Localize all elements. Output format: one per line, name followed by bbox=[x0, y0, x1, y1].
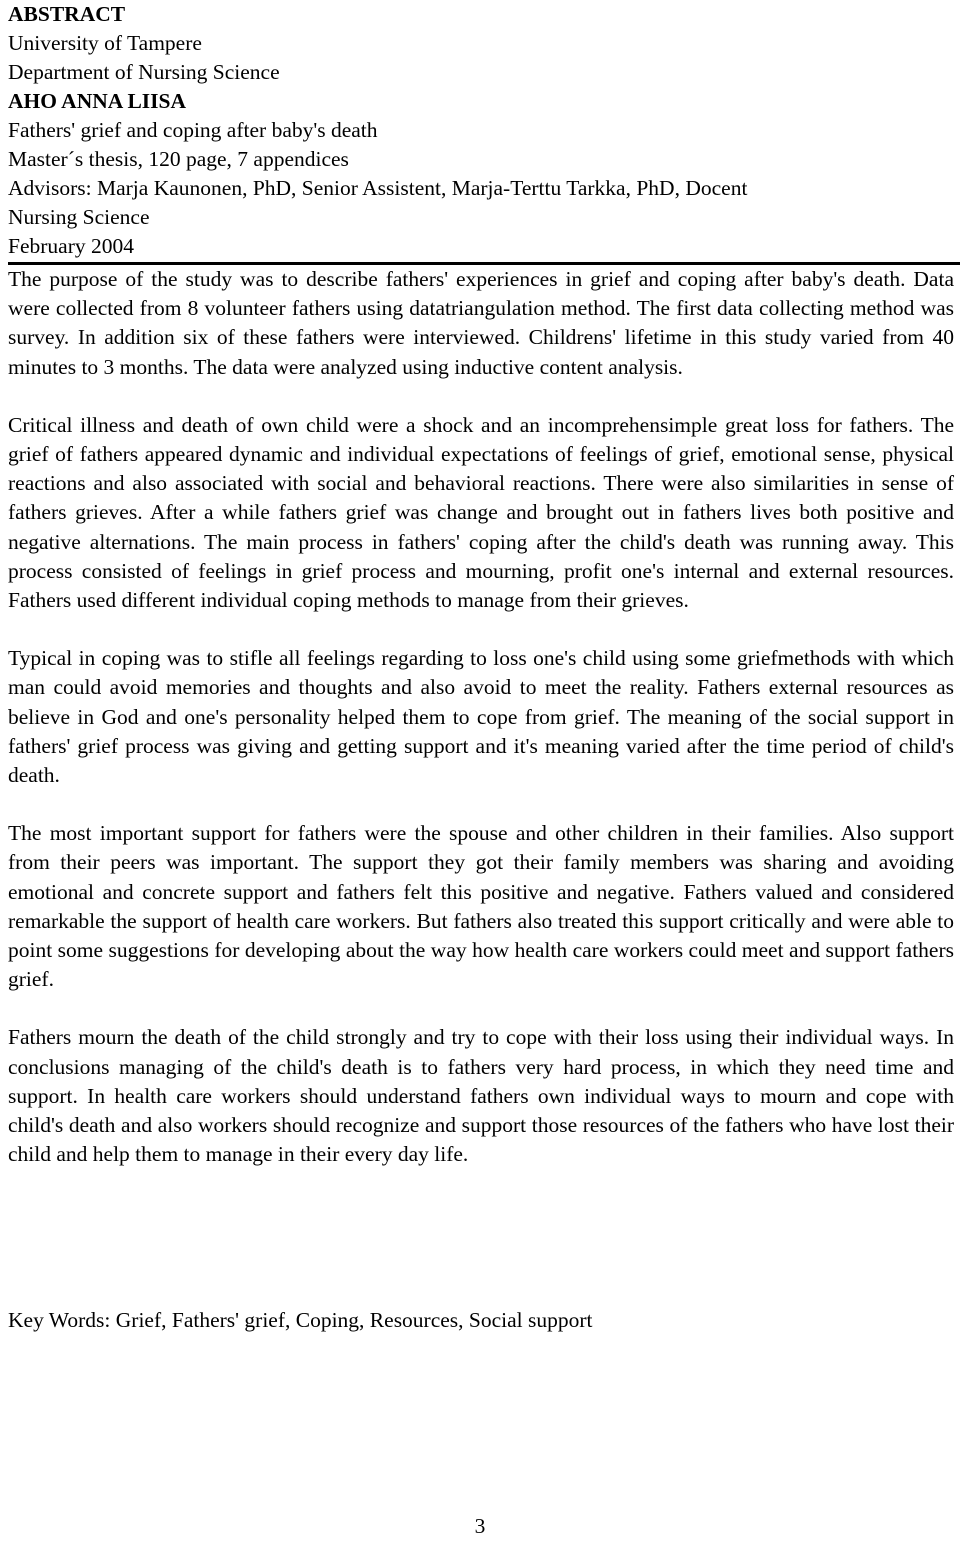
paragraph-gap bbox=[8, 615, 954, 644]
paragraph-gap bbox=[8, 790, 954, 819]
paragraph-gap bbox=[8, 382, 954, 411]
department-name: Department of Nursing Science bbox=[8, 60, 280, 84]
paragraph-support: The most important support for fathers were the spouse and other children in their families. Also support from their peers was important. The support they got their family members was sharing and avoiding emotional and concrete support and fathers felt this positive and negative. Fathers valued and considered remarkable the support of health care workers. But fathers also treated this support critically and were able to point some suggestions for developing about the way how health care workers could meet and support fathers grief. bbox=[8, 821, 954, 992]
university-name: University of Tampere bbox=[8, 31, 202, 55]
paragraph-gap bbox=[8, 994, 954, 1023]
paragraph-coping: Typical in coping was to stifle all feelings regarding to loss one's child using some griefmethods with which man could avoid memories and thoughts and also avoid to meet the reality. Fathers external resources as believe in God and one's personality helped them to cope from grief. The meaning of the social support in fathers' grief process was giving and getting support and it's meaning varied after the time period of child's death. bbox=[8, 646, 954, 788]
advisors: Advisors: Marja Kaunonen, PhD, Senior Assistent, Marja-Terttu Tarkka, PhD, Docent bbox=[8, 176, 748, 200]
thesis-info: Master´s thesis, 120 page, 7 appendices bbox=[8, 147, 349, 171]
paragraph-grief: Critical illness and death of own child were a shock and an incomprehensimple great loss for fathers. The grief of fathers appeared dynamic and individual expectations of feelings of grief, emotional sense, physical reactions and also associated with social and behavioral reactions. There were also similarities in sense of fathers grieves. After a while fathers grief was change and brought out in fathers lives both positive and negative alternations. The main process in fathers' coping after the child's death was running away. This process consisted of feelings in grief process and mourning, profit one's internal and external resources. Fathers used different individual coping methods to manage from their grieves. bbox=[8, 412, 954, 613]
abstract-heading: ABSTRACT bbox=[8, 2, 126, 26]
date: February 2004 bbox=[8, 234, 134, 258]
abstract-page bbox=[8, 0, 954, 1332]
page-number: 3 bbox=[474, 1514, 486, 1538]
paragraph-conclusion: Fathers mourn the death of the child strongly and try to cope with their loss using their individual ways. In conclusions managing of the child's death is to fathers very hard process, in which they need time and support. In health care workers should understand fathers own individual ways to mourn and cope with child's death and also workers should recognize and support those resources of the fathers who have lost their child and help them to manage in their every day life. bbox=[8, 1025, 954, 1167]
author-name: AHO ANNA LIISA bbox=[8, 89, 187, 113]
keywords: Key Words: Grief, Fathers' grief, Coping, Resources, Social support bbox=[8, 1308, 593, 1332]
paragraph-purpose: The purpose of the study was to describe fathers' experiences in grief and coping after baby's death. Data were collected from 8 volunteer fathers using datatriangulation method. The first data collecting method was survey. In addition six of these fathers were interviewed. Childrens' lifetime in this study varied from 40 minutes to 3 months. The data were analyzed using inductive content analysis. bbox=[8, 267, 954, 379]
thesis-title: Fathers' grief and coping after baby's death bbox=[8, 118, 378, 142]
subject: Nursing Science bbox=[8, 205, 150, 229]
